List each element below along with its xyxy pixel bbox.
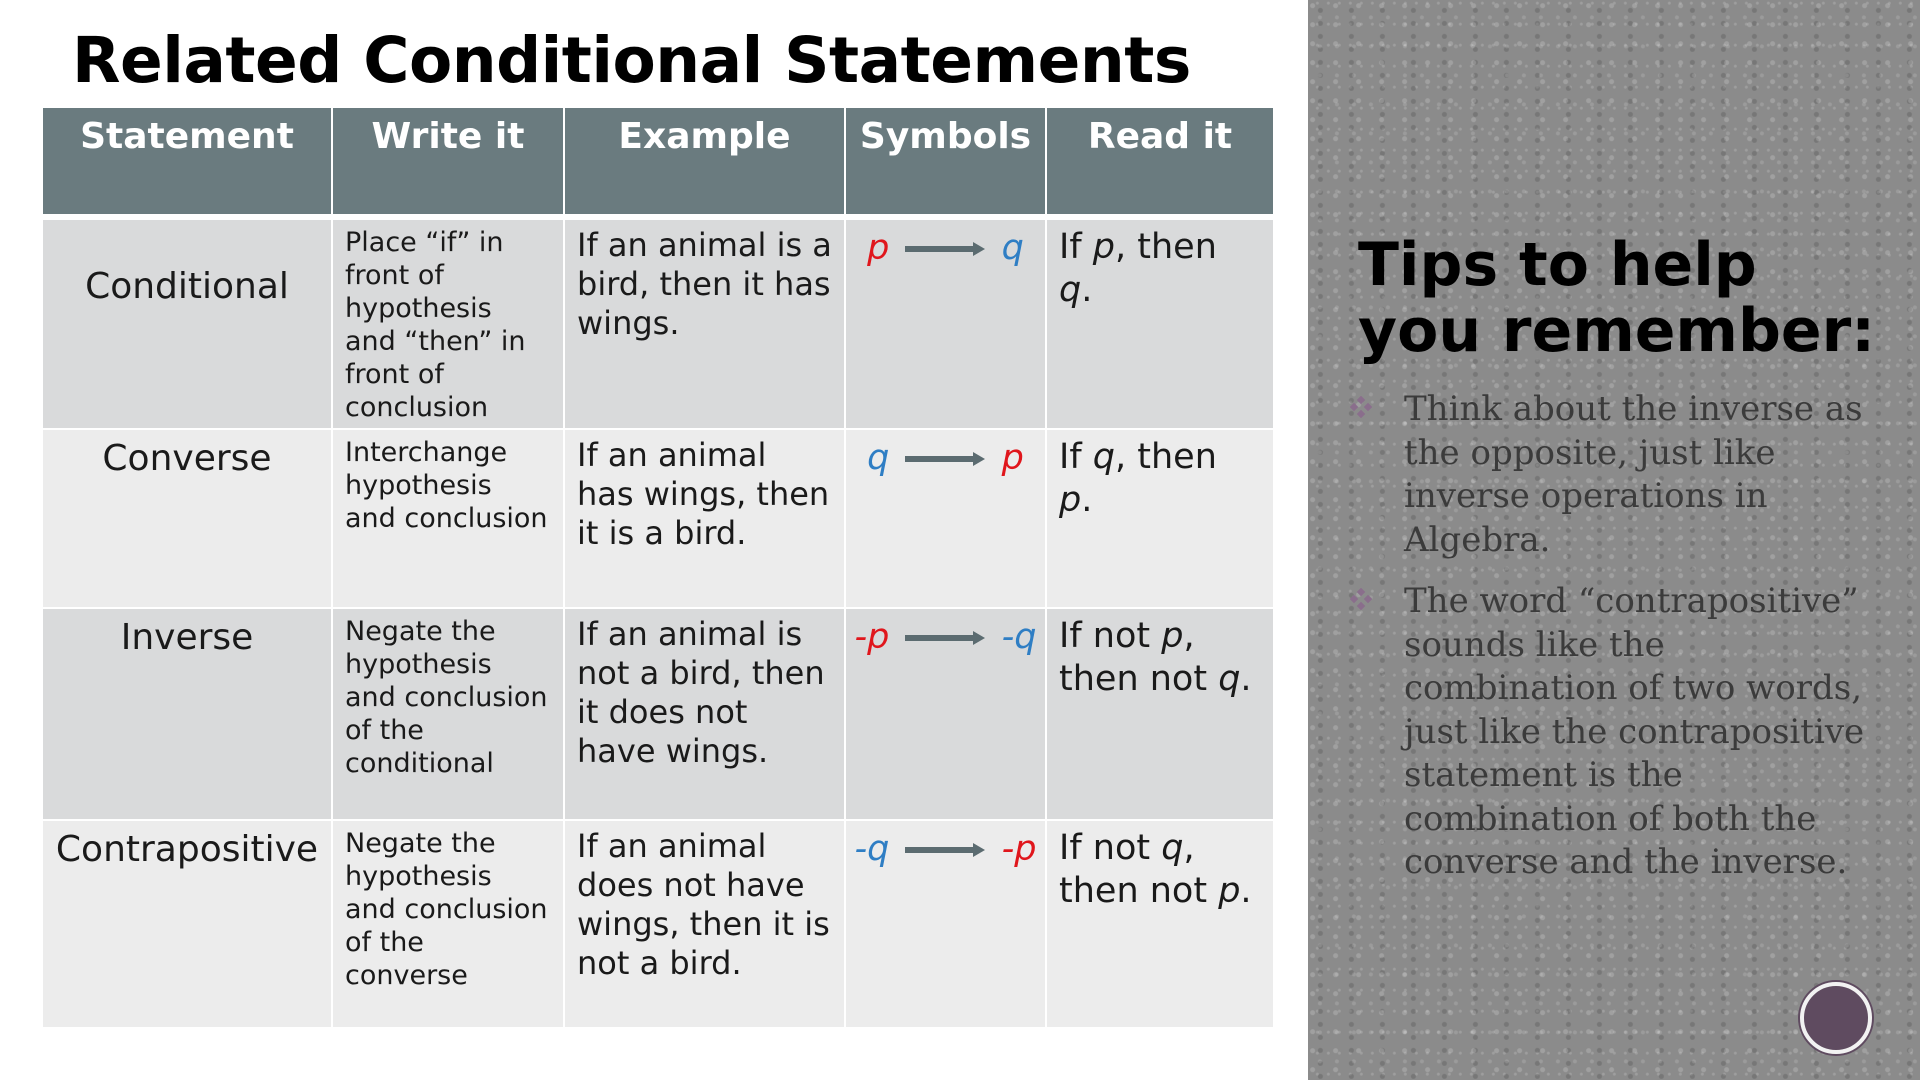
symbol-right: q (1001, 228, 1024, 268)
read-var: q (1161, 828, 1184, 868)
symbol-right: -q (1001, 617, 1037, 657)
table-row-inverse (43, 608, 1273, 820)
header-example: Example (564, 108, 845, 217)
read-text: If not (1059, 616, 1162, 656)
table-row-contrapositive (43, 820, 1273, 1028)
tip-text: Think about the inverse as the opposite, just like inverse operations in Algebra. (1404, 389, 1863, 560)
read-it-cell (1046, 820, 1273, 1028)
statement-label: Contrapositive (55, 829, 319, 870)
read-text: , then (1115, 437, 1217, 477)
read-text: . (1081, 480, 1093, 520)
read-it-cell (1046, 429, 1273, 608)
example-cell: If an animal is not a bird, then it does not have wings. (564, 608, 845, 820)
statement-cell (43, 820, 332, 1028)
read-var: p (1092, 227, 1115, 267)
diamond-cluster-icon (1350, 396, 1372, 418)
table-row-conditional (43, 217, 1273, 429)
slide-nav-circle-button[interactable] (1800, 982, 1872, 1054)
symbol-left: q (867, 438, 890, 478)
symbol-right: -p (1001, 829, 1037, 869)
read-text: , then (1115, 227, 1217, 267)
tips-heading: Tips to help you remember: (1358, 230, 1876, 366)
write-it-cell: Negate the hypothesis and conclusion of the converse (332, 820, 564, 1028)
read-it-cell (1046, 608, 1273, 820)
read-text: , then not (1059, 828, 1219, 911)
tips-list (1348, 388, 1888, 903)
tip-item (1348, 580, 1888, 885)
diamond-cluster-icon (1350, 588, 1372, 610)
statement-cell (43, 217, 332, 429)
header-read-it: Read it (1046, 108, 1273, 217)
read-text: . (1240, 871, 1252, 911)
example-cell: If an animal has wings, then it is a bird. (564, 429, 845, 608)
tips-panel (1308, 0, 1920, 1080)
symbol-right: p (1001, 438, 1024, 478)
read-it-cell (1046, 217, 1273, 429)
symbol-left: -p (854, 617, 890, 657)
symbols-cell (845, 820, 1046, 1028)
read-text: If not (1059, 828, 1162, 868)
arrow-right-icon (905, 630, 987, 646)
tip-text: The word “contrapositive” sounds like the combination of two words, just like the contrapositive statement is the combination of both the converse and the inverse. (1404, 581, 1865, 882)
example-cell: If an animal does not have wings, then it is not a bird. (564, 820, 845, 1028)
example-cell: If an animal is a bird, then it has wings. (564, 217, 845, 429)
header-statement: Statement (43, 108, 332, 217)
statement-cell (43, 608, 332, 820)
write-it-cell: Negate the hypothesis and conclusion of the conditional (332, 608, 564, 820)
statement-label: Inverse (120, 617, 254, 658)
read-var: p (1161, 616, 1184, 656)
read-var: q (1059, 270, 1082, 310)
statement-label: Conditional (85, 266, 289, 307)
conditional-statements-table (43, 108, 1273, 1029)
arrow-right-icon (905, 842, 987, 858)
table-row-converse (43, 429, 1273, 608)
arrow-right-icon (905, 451, 987, 467)
read-text: . (1240, 659, 1252, 699)
read-text: . (1081, 270, 1093, 310)
symbols-cell (845, 217, 1046, 429)
arrow-right-icon (905, 241, 987, 257)
statement-cell (43, 429, 332, 608)
read-text: If (1059, 437, 1093, 477)
read-var: q (1218, 659, 1241, 699)
symbols-cell (845, 429, 1046, 608)
symbols-cell (845, 608, 1046, 820)
write-it-cell: Place “if” in front of hypothesis and “then” in front of conclusion (332, 217, 564, 429)
read-text: , then not (1059, 616, 1219, 699)
slide-title: Related Conditional Statements (72, 24, 1191, 97)
statement-label: Converse (102, 438, 272, 479)
table-header-row (43, 108, 1273, 217)
read-var: p (1059, 480, 1082, 520)
header-symbols: Symbols (845, 108, 1046, 217)
symbol-left: p (867, 228, 890, 268)
read-var: q (1092, 437, 1115, 477)
symbol-left: -q (854, 829, 890, 869)
read-var: p (1218, 871, 1241, 911)
header-write-it: Write it (332, 108, 564, 217)
read-text: If (1059, 227, 1093, 267)
write-it-cell: Interchange hypothesis and conclusion (332, 429, 564, 608)
tip-item (1348, 388, 1888, 562)
